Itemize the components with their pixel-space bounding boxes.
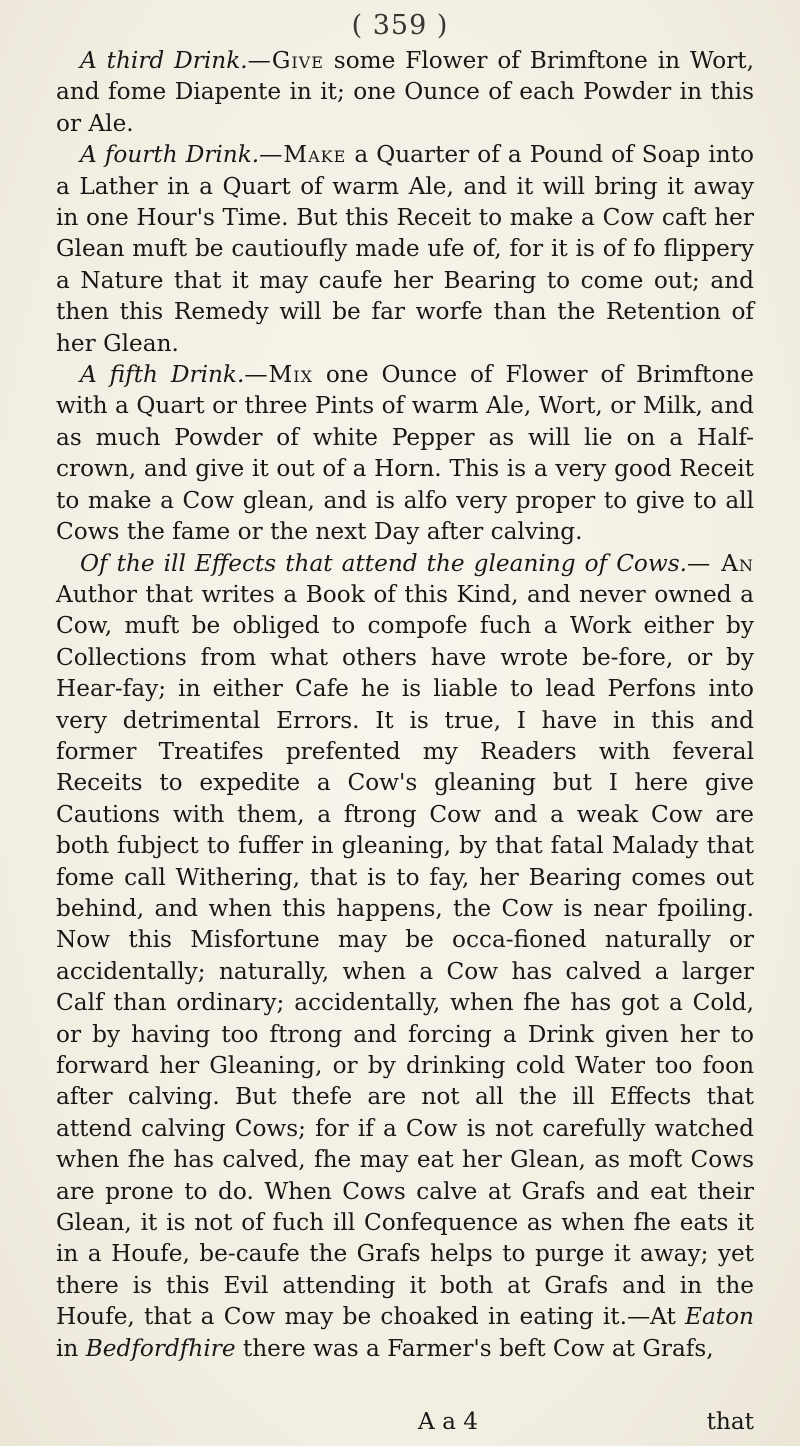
place-name: Eaton bbox=[685, 1303, 754, 1331]
paragraph-fifth-drink bbox=[56, 359, 754, 547]
paragraph-lead: — An bbox=[687, 549, 754, 577]
catchword: that bbox=[706, 1408, 754, 1435]
signature-mark: A a 4 bbox=[418, 1408, 479, 1435]
paragraph-lead: —Make bbox=[259, 141, 347, 169]
county-name: Bedfordfhire bbox=[85, 1334, 236, 1362]
paragraph-title: A third Drink. bbox=[80, 47, 248, 74]
paragraph-ill-effects bbox=[56, 548, 754, 1365]
paragraph-lead: —Mix bbox=[244, 361, 313, 389]
paragraph-text: a Quarter of a Pound of Soap into a Lather in a Quart of warm Ale, and it will bring it away in one Hour's Time. But this Receit to make a Cow caft her Glean muft be cautioufly made ufe of, for it is of fo flippery a Nature that it may caufe her Bearing to come out; and then this Remedy will be far worfe than the Retention of her Glean. bbox=[56, 141, 754, 357]
paragraph-text-cont: in bbox=[56, 1334, 86, 1362]
paragraph-text-end: there was a Farmer's beft Cow at Grafs, bbox=[235, 1334, 714, 1362]
paragraph-text: Author that writes a Book of this Kind, and never owned a Cow, muft be obliged to compofe fuch a Work either by Collections from what others have wrote be-fore, or by Hear-fay; in either Cafe he is liable to lead Perfons into very detrimental Errors. It is true, I have in this and former Treatifes prefented my Readers with feveral Receits to expedite a Cow's gleaning but I here give Cautions with them, a ftrong Cow and a weak Cow are both fubject to fuffer in gleaning, by that fatal Malady that fome call Withering, that is to fay, her Bearing comes out behind, and when this happens, the Cow is near fpoiling. Now this Misfortune may be occa-fioned naturally or accidentally; naturally, when a Cow has calved a larger Calf than ordinary; accidentally, when fhe has got a Cold, or by having too ftrong and forcing a Drink given her to forward her Gleaning, or by drinking cold Water too foon after calving. But thefe are not all the ill Effects that attend calving Cows; for if a Cow is not carefully watched when fhe has calved, fhe may eat her Glean, as moft Cows are prone to do. When Cows calve at Grafs and eat their Glean, it is not of fuch ill Confequence as when fhe eats it in a Houfe, be-caufe the Grafs helps to purge it away; yet there is this Evil attending it both at Grafs and in the Houfe, that a Cow may be choaked in eating it.—At bbox=[56, 580, 754, 1331]
paragraph-third-drink bbox=[56, 45, 754, 139]
paragraph-title: Of the ill Effects that attend the gleaning of Cows. bbox=[80, 549, 688, 577]
page-number: ( 359 ) bbox=[351, 10, 449, 41]
paragraph-text: some Flower of Brimftone in Wort, and fome Diapente in it; one Ounce of each Powder in this or Ale. bbox=[56, 47, 754, 137]
page-body bbox=[56, 45, 754, 1364]
paragraph-fourth-drink bbox=[56, 139, 754, 359]
paragraph-title: A fourth Drink. bbox=[80, 141, 260, 169]
paragraph-text: one Ounce of Flower of Brimftone with a Quart or three Pints of warm Ale, Wort, or Milk, and as much Powder of white Pepper as will lie on a Half-crown, and give it out of a Horn. This is a very good Receit to make a Cow glean, and is alfo very proper to give to all Cows the fame or the next Day after calving. bbox=[56, 361, 754, 546]
paragraph-lead: —Give bbox=[247, 47, 324, 74]
paragraph-title: A fifth Drink. bbox=[80, 361, 245, 389]
